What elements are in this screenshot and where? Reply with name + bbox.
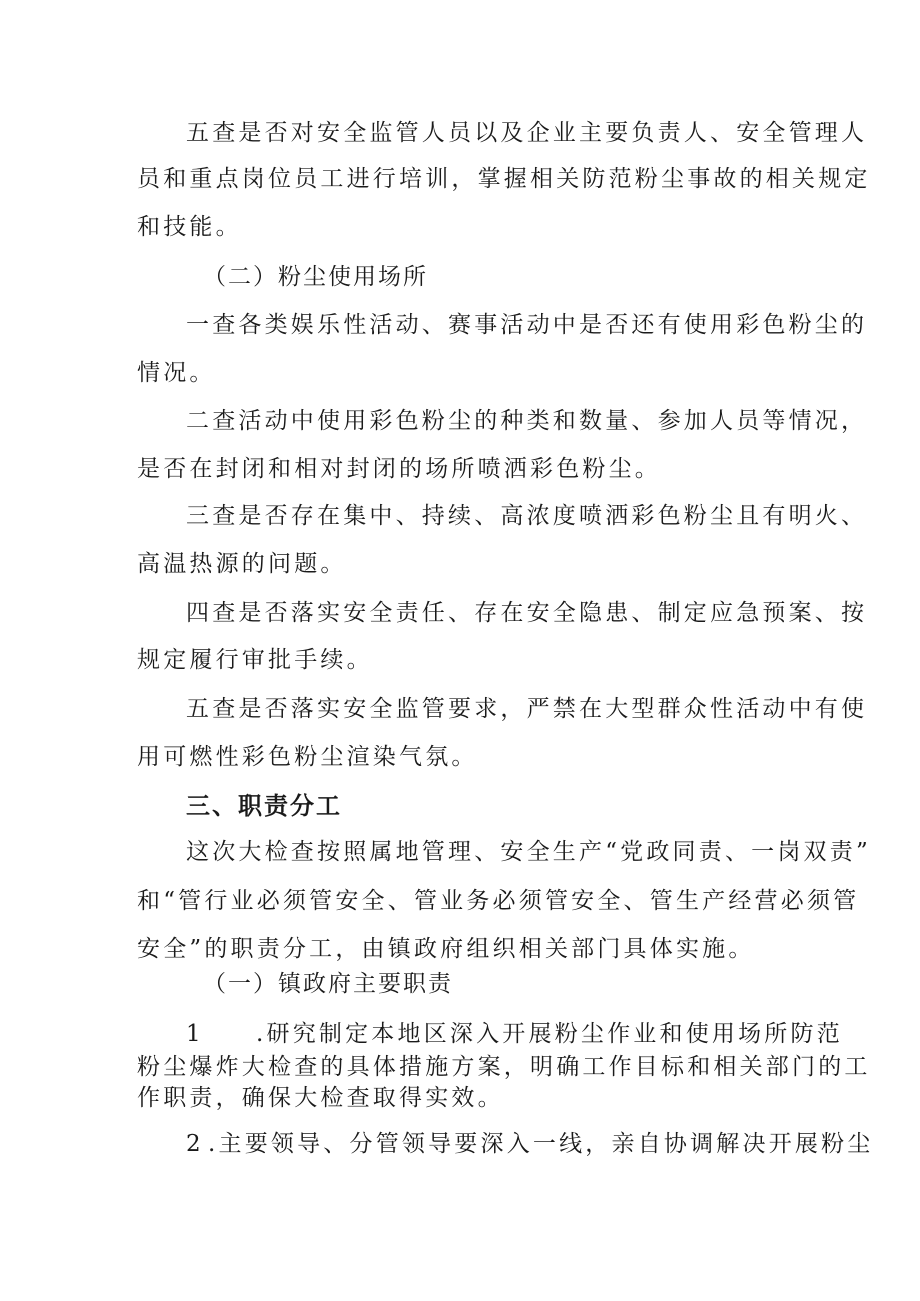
list-item-number: 2 bbox=[186, 1131, 201, 1157]
paragraph-line: 情况。 bbox=[137, 360, 216, 386]
list-item-text: .主要领导、分管领导要深入一线，亲自协调解决开展粉尘 bbox=[208, 1131, 874, 1157]
paragraph-line: 二查活动中使用彩色粉尘的种类和数量、参加人员等情况， bbox=[186, 408, 868, 434]
paragraph-line: 四查是否落实安全责任、存在安全隐患、制定应急预案、按 bbox=[186, 600, 868, 626]
paragraph-line: 高温热源的问题。 bbox=[137, 551, 347, 577]
list-item-number: 1 bbox=[186, 1021, 201, 1047]
list-item-text: .研究制定本地区深入开展粉尘作业和使用场所防范 bbox=[256, 1021, 843, 1047]
paragraph-line: 和技能。 bbox=[137, 214, 242, 240]
paragraph-line: 这次大检查按照属地管理、安全生产“党政同责、一岗双责” bbox=[186, 839, 871, 865]
paragraph-line: 一查各类娱乐性活动、赛事活动中是否还有使用彩色粉尘的 bbox=[186, 312, 868, 338]
subsection-heading: （一）镇政府主要职责 bbox=[203, 971, 453, 997]
paragraph-line: 用可燃性彩色粉尘渲染气氛。 bbox=[137, 744, 478, 770]
paragraph-line: 三查是否存在集中、持续、高浓度喷洒彩色粉尘且有明火、 bbox=[186, 503, 868, 529]
paragraph-line: 安全”的职责分工，由镇政府组织相关部门具体实施。 bbox=[137, 936, 755, 962]
subsection-heading: （二）粉尘使用场所 bbox=[203, 264, 428, 290]
paragraph-line: 是否在封闭和相对封闭的场所喷洒彩色粉尘。 bbox=[137, 456, 661, 482]
paragraph-line: 作职责，确保大检查取得实效。 bbox=[137, 1085, 504, 1111]
section-heading: 三、职责分工 bbox=[186, 792, 342, 820]
paragraph-line: 五查是否落实安全监管要求，严禁在大型群众性活动中有使 bbox=[186, 696, 868, 722]
paragraph-line: 粉尘爆炸大检查的具体措施方案，明确工作目标和相关部门的工 bbox=[137, 1054, 871, 1080]
paragraph-line: 和“管行业必须管安全、管业务必须管安全、管生产经营必须管 bbox=[137, 888, 860, 914]
paragraph-line: 五查是否对安全监管人员以及企业主要负责人、安全管理人 bbox=[186, 120, 868, 146]
paragraph-line: 员和重点岗位员工进行培训，掌握相关防范粉尘事故的相关规定 bbox=[137, 166, 871, 192]
paragraph-line: 规定履行审批手续。 bbox=[137, 647, 373, 673]
list-item-line bbox=[186, 1019, 843, 1049]
list-item-line bbox=[186, 1129, 874, 1159]
